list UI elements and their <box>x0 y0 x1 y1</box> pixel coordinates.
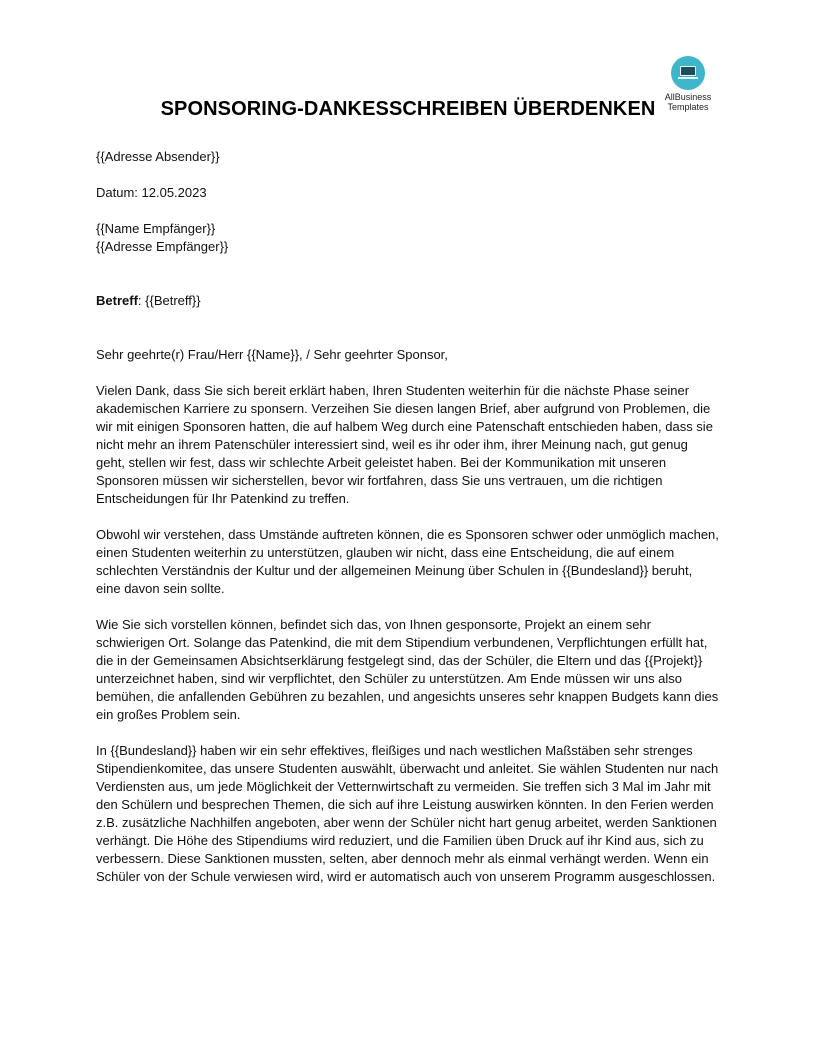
paragraph-3: Wie Sie sich vorstellen können, befindet sich das, von Ihnen gesponsorte, Projekt an einem sehr schwierigen Ort. Solange das Patenkind, die mit dem Stipendium verbundenen, Verpflichtungen erfüllt hat, die in der Gemeinsamen Absichtserklärung festgelegt sind, das der Schüler, die Eltern und das {{Projekt}} unterzeichnet haben, sind wir verpflichtet, den Schüler zu unterstützen. Am Ende müssen wir uns also bemühen, die anfallenden Gebühren zu bezahlen, und angesichts unseres sehr knappen Budgets kann dies ein großes Problem sein. <box>96 617 719 722</box>
salutation: Sehr geehrte(r) Frau/Herr {{Name}}, / Sehr geehrter Sponsor, <box>96 347 448 362</box>
recipient-address: {{Adresse Empfänger}} <box>96 239 229 254</box>
paragraph-2: Obwohl wir verstehen, dass Umstände auftreten können, die es Sponsoren schwer oder unmöglich machen, einen Studenten weiterhin zu unterstützen, glauben wir nicht, dass eine Entscheidung, die auf einem schlechten Verständnis der Kultur und der allgemeinen Meinung über Schulen in {{Bundesland}} beruht, eine davon sein sollte. <box>96 527 719 596</box>
paragraph-4: In {{Bundesland}} haben wir ein sehr effektives, fleißiges und nach westlichen Maßstäben sehr strenges Stipendienkomitee, das unsere Studenten auswählt, überwacht und anleitet. Sie wählen Studenten nur nach Verdiensten aus, um jede Möglichkeit der Vetternwirtschaft zu vermeiden. Sie treffen sich 3 Mal im Jahr mit den Schülern und besprechen Themen, die sich auf ihre Leistung auswirken könnten. In den Ferien werden z.B. zusätzliche Nachhilfen angeboten, aber wenn der Schüler nicht hart genug arbeitet, werden Sanktionen verhängt. Die Höhe des Stipendiums wird reduziert, und die Familien üben Druck auf ihr Kind aus, sich zu verbessern. Diese Sanktionen mussten, selten, aber dennoch mehr als einmal verhängt werden. Wenn ein Schüler von der Schule verwiesen wird, wird er automatisch auch von unserem Programm ausgeschlossen. <box>96 743 719 884</box>
letter-body <box>96 148 720 904</box>
document-title: SPONSORING-DANKESSCHREIBEN ÜBERDENKEN <box>160 98 656 120</box>
paragraph-1: Vielen Dank, dass Sie sich bereit erklärt haben, Ihren Studenten weiterhin für die nächste Phase seiner akademischen Karriere zu sponsern. Verzeihen Sie diesen langen Brief, aber aufgrund von Problemen, die wir mit einigen Sponsoren hatten, die auf halbem Weg durch eine Patenschaft entschieden haben, dass sie nicht mehr an ihrem Patenschüler interessiert sind, weil es ihr oder ihm, ihrer Meinung nach, gut genug geht, stellen wir fest, dass wir schlechte Arbeit geleistet haben. Bei der Kommunikation mit unseren Sponsoren müssen wir sicherstellen, bevor wir fortfahren, dass Sie uns vertrauen, um die richtigen Entscheidungen für Ihr Patenkind zu treffen. <box>96 383 713 506</box>
logo-text-line1: AllBusiness <box>664 92 712 102</box>
date-line: Datum: 12.05.2023 <box>96 185 207 200</box>
subject-line <box>96 292 720 310</box>
sender-address: {{Adresse Absender}} <box>96 149 220 164</box>
subject-value: : {{Betreff}} <box>137 293 201 308</box>
recipient-name: {{Name Empfänger}} <box>96 221 216 236</box>
logo-text-line2: Templates <box>667 102 709 112</box>
laptop-icon <box>671 56 705 90</box>
subject-label: Betreff <box>96 293 138 308</box>
